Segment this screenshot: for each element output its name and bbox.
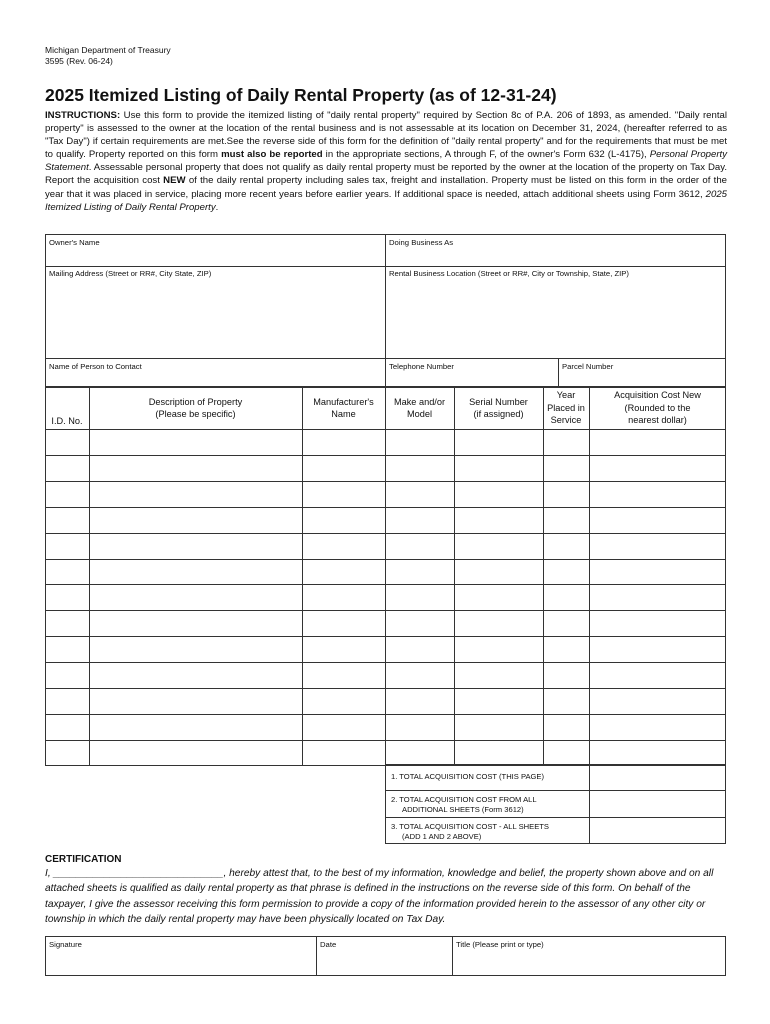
table-cell[interactable] (90, 456, 301, 480)
table-cell[interactable] (590, 430, 725, 454)
table-cell[interactable] (46, 430, 88, 454)
instructions-text-3: . Assessable personal property that does not qualify as daily rental property must be reported by the owner at the location of the property on Tax Day. Report the acquisition cost (45, 162, 727, 187)
owners-name-label: Owner's Name (49, 238, 100, 247)
table-cell[interactable] (590, 611, 725, 635)
table-cell[interactable] (455, 430, 542, 454)
table-cell[interactable] (90, 637, 301, 661)
table-cell[interactable] (455, 715, 542, 739)
table-cell[interactable] (455, 560, 542, 584)
table-cell[interactable] (90, 611, 301, 635)
table-cell[interactable] (303, 611, 384, 635)
table-cell[interactable] (303, 715, 384, 739)
certification-heading: CERTIFICATION (45, 854, 122, 865)
table-cell[interactable] (46, 663, 88, 687)
total-additional-label-1: 2. TOTAL ACQUISITION COST FROM ALL (391, 795, 537, 804)
serial-number-header (454, 389, 543, 427)
table-row (45, 610, 726, 636)
page-title: 2025 Itemized Listing of Daily Rental Property (as of 12-31-24) (45, 85, 557, 105)
table-cell[interactable] (590, 741, 725, 765)
telephone-label: Telephone Number (389, 362, 454, 371)
table-cell[interactable] (544, 534, 588, 558)
table-cell[interactable] (90, 663, 301, 687)
rental-location-field[interactable] (387, 280, 724, 356)
table-cell[interactable] (590, 689, 725, 713)
table-cell[interactable] (544, 637, 588, 661)
table-cell[interactable] (455, 741, 542, 765)
table-cell[interactable] (303, 430, 384, 454)
table-cell[interactable] (590, 585, 725, 609)
table-cell[interactable] (455, 689, 542, 713)
table-cell[interactable] (90, 585, 301, 609)
id-no-header (45, 389, 89, 427)
table-cell[interactable] (386, 663, 453, 687)
acquisition-cost-header (589, 389, 726, 427)
total-additional-field[interactable] (591, 792, 724, 816)
table-cell[interactable] (303, 534, 384, 558)
manufacturer-header-text: Manufacturer's Name (313, 396, 374, 419)
table-cell[interactable] (544, 482, 588, 506)
table-cell[interactable] (386, 456, 453, 480)
year-placed-header-text: Year Placed in Service (547, 390, 585, 426)
contact-name-field[interactable] (47, 372, 383, 386)
table-cell[interactable] (46, 534, 88, 558)
table-cell[interactable] (544, 430, 588, 454)
contact-name-label: Name of Person to Contact (49, 362, 142, 371)
mailing-address-label: Mailing Address (Street or RR#, City State, ZIP) (49, 269, 212, 278)
table-cell[interactable] (455, 508, 542, 532)
table-cell[interactable] (455, 482, 542, 506)
table-cell[interactable] (90, 430, 301, 454)
date-label: Date (320, 940, 337, 949)
table-cell[interactable] (303, 585, 384, 609)
table-cell[interactable] (90, 741, 301, 765)
instructions-bold-1: must also be reported (221, 149, 323, 161)
table-cell[interactable] (90, 715, 301, 739)
table-cell[interactable] (90, 560, 301, 584)
owners-name-field[interactable] (47, 248, 383, 264)
table-cell[interactable] (544, 585, 588, 609)
table-cell[interactable] (544, 611, 588, 635)
table-row (45, 584, 726, 610)
table-cell[interactable] (303, 663, 384, 687)
table-cell[interactable] (386, 741, 453, 765)
table-cell[interactable] (590, 508, 725, 532)
instructions-text-4: of the daily rental property including sales tax, freight and installation. Property must be listed on this form in the order of the year that it was placed in service, placing more recent years before earlier years. If additional space is needed, attach additional sheets using Form 3612, (45, 175, 727, 200)
instructions-italic-1: Personal Property Statement (45, 149, 727, 174)
table-cell[interactable] (544, 560, 588, 584)
totals-row-divider-2 (385, 817, 726, 818)
table-cell[interactable] (386, 534, 453, 558)
table-cell[interactable] (590, 663, 725, 687)
parcel-field[interactable] (560, 372, 724, 386)
instructions-label: INSTRUCTIONS: (45, 110, 121, 121)
table-cell[interactable] (46, 715, 88, 739)
table-cell[interactable] (303, 689, 384, 713)
dba-field[interactable] (387, 248, 724, 264)
mailing-address-field[interactable] (47, 280, 383, 356)
total-all-label-1: 3. TOTAL ACQUISITION COST - ALL SHEETS (391, 822, 549, 831)
instructions-text-2: in the appropriate sections, A through F, of the owner's Form 632 (L-4175), (322, 149, 650, 161)
acquisition-cost-header-text: Acquisition Cost New (Rounded to the nearest dollar) (614, 390, 701, 426)
agency-header (45, 45, 171, 67)
table-cell[interactable] (544, 689, 588, 713)
parcel-divider (558, 358, 559, 387)
telephone-field[interactable] (387, 372, 557, 386)
instructions (45, 109, 727, 214)
table-cell[interactable] (386, 611, 453, 635)
table-cell[interactable] (386, 585, 453, 609)
owner-divider (385, 234, 386, 387)
table-cell[interactable] (544, 741, 588, 765)
dba-label: Doing Business As (389, 238, 454, 247)
table-cell[interactable] (90, 508, 301, 532)
manufacturer-header (302, 389, 385, 427)
instructions-italic-2: 2025 Itemized Listing of Daily Rental Property (45, 188, 727, 213)
sig-divider-1 (316, 936, 317, 976)
table-row (45, 507, 726, 533)
table-cell[interactable] (590, 637, 725, 661)
table-cell[interactable] (46, 560, 88, 584)
certification-text: I, ______________________________, hereby attest that, to the best of my information, knowledge and belief, the property shown above and on all attached sheets is qualified as daily rental property as that phrase is defined in the instructions on the reverse side of this form. On behalf of the taxpayer, I give the assessor receiving this form permission to provide a copy of the information provided herein to the assessor of any other city or township in which the daily rental property may have been physically located on Tax Day. (45, 868, 714, 925)
table-cell[interactable] (46, 741, 88, 765)
table-cell[interactable] (455, 534, 542, 558)
serial-number-header-text: Serial Number (if assigned) (469, 396, 528, 419)
table-cell[interactable] (590, 482, 725, 506)
total-additional-label-2: ADDITIONAL SHEETS (Form 3612) (402, 805, 524, 814)
table-cell[interactable] (544, 715, 588, 739)
table-cell[interactable] (303, 637, 384, 661)
total-all-label-2: (ADD 1 AND 2 ABOVE) (402, 832, 482, 841)
description-header-text: Description of Property (Please be specific) (148, 396, 243, 419)
title-field[interactable] (454, 950, 724, 974)
description-header (89, 389, 302, 427)
table-cell[interactable] (46, 585, 88, 609)
table-cell[interactable] (544, 456, 588, 480)
table-cell[interactable] (386, 482, 453, 506)
owner-row-divider-1 (45, 266, 726, 267)
table-cell[interactable] (46, 637, 88, 661)
table-cell[interactable] (386, 508, 453, 532)
table-row (45, 714, 726, 740)
table-cell[interactable] (544, 663, 588, 687)
table-cell[interactable] (455, 663, 542, 687)
table-cell[interactable] (46, 482, 88, 506)
table-cell[interactable] (90, 534, 301, 558)
table-cell[interactable] (303, 741, 384, 765)
table-cell[interactable] (303, 482, 384, 506)
instructions-text-5: . (215, 201, 219, 213)
total-all-field[interactable] (591, 819, 724, 843)
table-row (45, 533, 726, 559)
total-this-page-label: 1. TOTAL ACQUISITION COST (THIS PAGE) (391, 772, 545, 781)
table-row (45, 429, 726, 455)
table-cell[interactable] (455, 456, 542, 480)
table-row (45, 559, 726, 585)
signature-label: Signature (49, 940, 82, 949)
table-cell[interactable] (590, 715, 725, 739)
table-cell[interactable] (90, 689, 301, 713)
table-cell[interactable] (386, 715, 453, 739)
total-this-page-field[interactable] (591, 766, 724, 789)
table-cell[interactable] (455, 637, 542, 661)
table-cell[interactable] (46, 689, 88, 713)
table-cell[interactable] (386, 689, 453, 713)
table-cell[interactable] (544, 508, 588, 532)
table-row (45, 455, 726, 481)
totals-divider (589, 764, 590, 844)
title-label: Title (Please print or type) (456, 940, 544, 949)
year-placed-header (543, 389, 589, 427)
table-cell[interactable] (46, 508, 88, 532)
table-cell[interactable] (90, 482, 301, 506)
owner-row-divider-2 (45, 358, 726, 359)
table-cell[interactable] (455, 611, 542, 635)
table-cell[interactable] (46, 611, 88, 635)
table-cell[interactable] (303, 508, 384, 532)
table-cell[interactable] (303, 456, 384, 480)
table-row (45, 688, 726, 714)
table-cell[interactable] (386, 637, 453, 661)
department-name: Michigan Department of Treasury (45, 45, 171, 55)
make-model-header-text: Make and/or Model (393, 396, 446, 419)
table-cell[interactable] (455, 585, 542, 609)
id-no-header-text: I.D. No. (51, 415, 83, 426)
instructions-bold-2: NEW (163, 175, 186, 187)
table-cell[interactable] (590, 456, 725, 480)
form-number: 3595 (Rev. 06-24) (45, 56, 113, 66)
sig-divider-2 (452, 936, 453, 976)
table-cell[interactable] (386, 560, 453, 584)
signature-field[interactable] (47, 950, 314, 974)
table-row (45, 481, 726, 507)
date-field[interactable] (318, 950, 450, 974)
table-row (45, 636, 726, 662)
table-row (45, 662, 726, 688)
table-cell[interactable] (590, 534, 725, 558)
make-model-header (385, 389, 454, 427)
totals-row-divider-1 (385, 790, 726, 791)
table-cell[interactable] (303, 560, 384, 584)
table-row (45, 740, 726, 766)
rental-location-label: Rental Business Location (Street or RR#, City or Township, State, ZIP) (389, 269, 629, 278)
instructions-text-1: Use this form to provide the itemized listing of "daily rental property" required by Section 8c of P.A. 206 of 1893, as amended. "Daily rental property" is assessed to the owner at the location of the rental business and is not assessable at its location on December 31, 2024, (hereafter referred to as "Tax Day") if certain requirements are met.See the reverse side of this form for the definition of "daily rental property" and for the requirements that must be met to qualify. Property reported on this form (45, 110, 727, 161)
parcel-label: Parcel Number (562, 362, 614, 371)
table-cell[interactable] (590, 560, 725, 584)
table-cell[interactable] (46, 456, 88, 480)
table-cell[interactable] (386, 430, 453, 454)
